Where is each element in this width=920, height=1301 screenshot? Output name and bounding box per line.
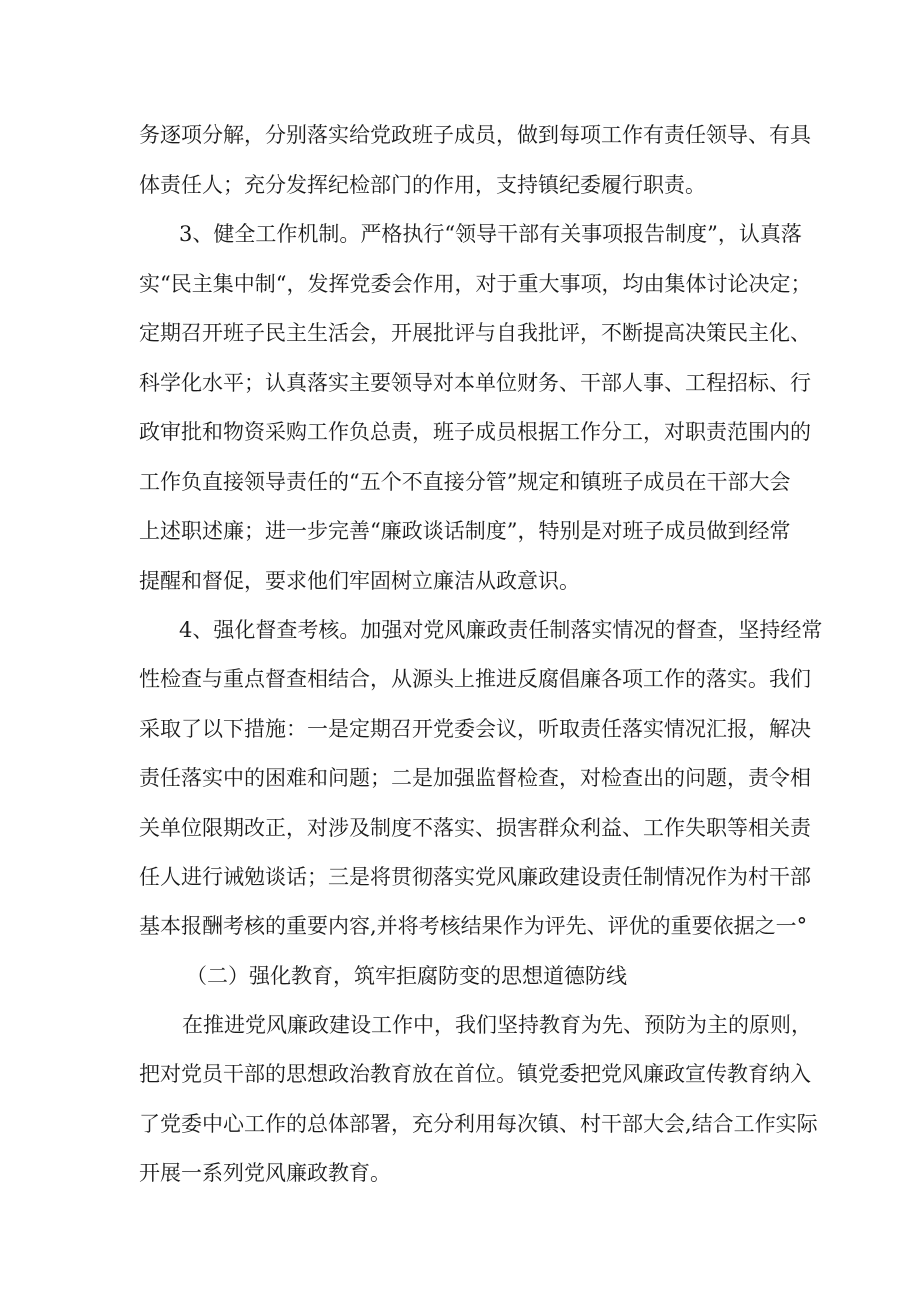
text-line: 工作负直接领导责任的“五个不直接分管”规定和镇班子成员在干部大会 bbox=[139, 470, 791, 494]
text-line: 务逐项分解，分别落实给党政班子成员，做到每项工作有责任领导、有具 bbox=[139, 123, 811, 147]
section-heading: （二）强化教育，筑牢拒腐防变的思想道德防线 bbox=[186, 964, 627, 988]
text-line: 4、强化督查考核。加强对党风廉政责任制落实情况的督查，坚持经常 bbox=[179, 618, 823, 642]
text-line: 3、健全工作机制。严格执行“领导干部有关事项报告制度”，认真落 bbox=[179, 222, 802, 246]
text-line: 上述职述廉；进一步完善“廉政谈话制度”，特别是对班子成员做到经常 bbox=[139, 519, 791, 543]
text-line: 政审批和物资采购工作负总责，班子成员根据工作分工，对职责范围内的 bbox=[139, 420, 811, 444]
text-line: 在推进党风廉政建设工作中，我们坚持教育为先、预防为主的原则， bbox=[182, 1013, 812, 1037]
text-line: 性检查与重点督查相结合，从源头上推进反腐倡廉各项工作的落实。我们 bbox=[139, 667, 811, 691]
text-line: 关单位限期改正，对涉及制度不落实、损害群众利益、工作失职等相关责 bbox=[139, 816, 811, 840]
text-line: 定期召开班子民主生活会，开展批评与自我批评，不断提高决策民主化、 bbox=[139, 321, 811, 345]
text-line: 体责任人；充分发挥纪检部门的作用，支持镇纪委履行职责。 bbox=[139, 173, 706, 197]
text-line: 科学化水平；认真落实主要领导对本单位财务、干部人事、工程招标、行 bbox=[139, 371, 811, 395]
text-line: 采取了以下措施：一是定期召开党委会议，听取责任落实情况汇报，解决 bbox=[139, 717, 811, 741]
text-line: 提醒和督促，要求他们牢固树立廉洁从政意识。 bbox=[139, 569, 580, 593]
text-line: 实“民主集中制“，发挥党委会作用，对于重大事项，均由集体讨论决定； bbox=[139, 272, 812, 296]
text-line: 把对党员干部的思想政治教育放在首位。镇党委把党风廉政宣传教育纳入 bbox=[139, 1062, 811, 1086]
text-line: 开展一系列党风廉政教育。 bbox=[139, 1161, 391, 1185]
text-line: 任人进行诫勉谈话；三是将贯彻落实党风廉政建设责任制情况作为村干部 bbox=[139, 865, 811, 889]
text-line: 责任落实中的困难和问题；二是加强监督检查，对检查出的问题，责令相 bbox=[139, 766, 811, 790]
text-line: 基本报酬考核的重要内容,并将考核结果作为评先、评优的重要依据之一° bbox=[139, 914, 808, 938]
text-line: 了党委中心工作的总体部署，充分利用每次镇、村干部大会,结合工作实际 bbox=[139, 1112, 818, 1136]
